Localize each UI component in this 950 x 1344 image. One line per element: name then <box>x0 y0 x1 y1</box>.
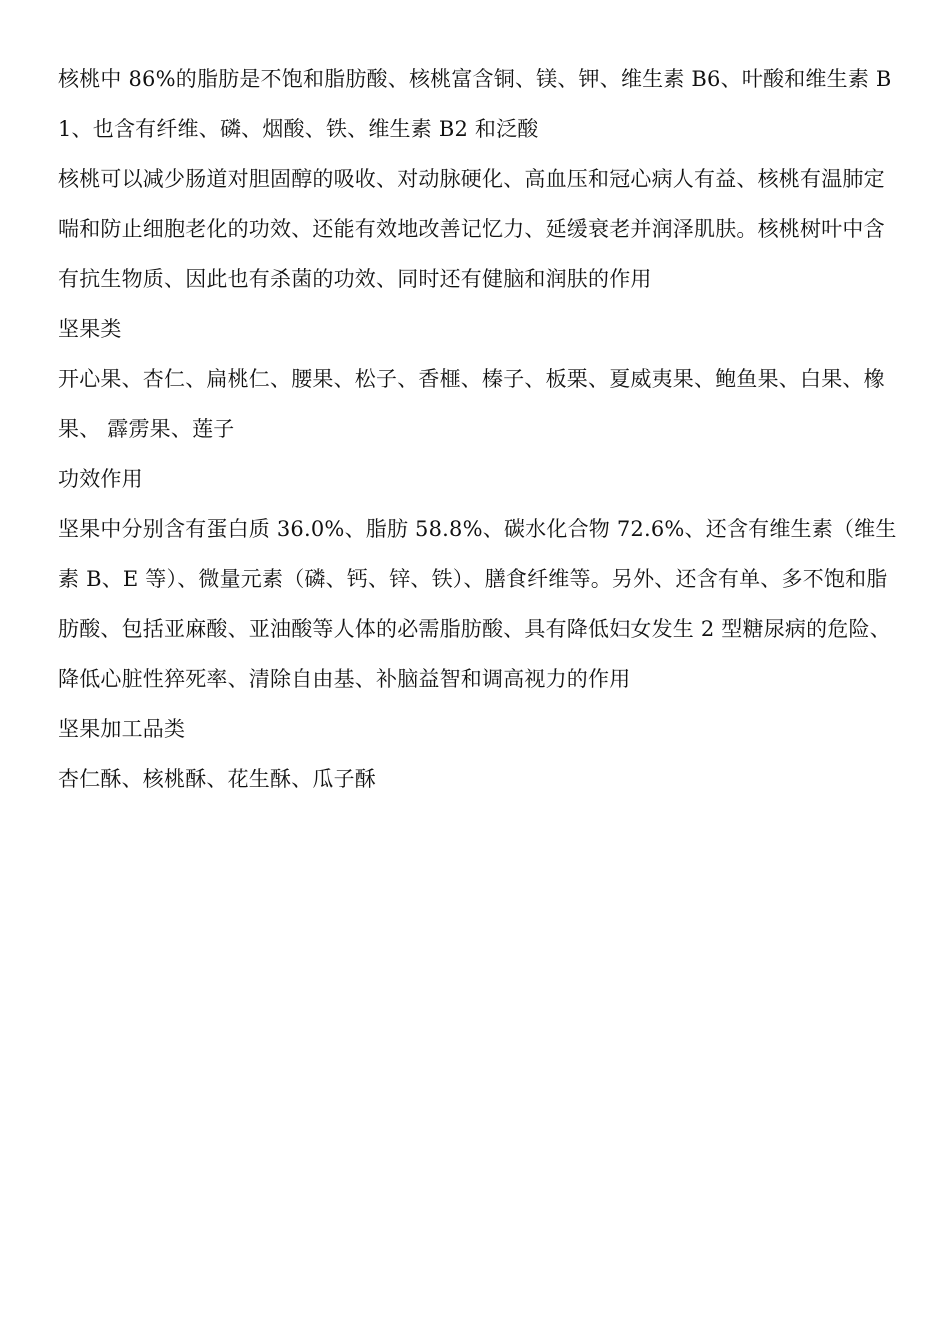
nuts-heading: 坚果类 <box>58 317 122 341</box>
nuts-effects-paragraph: 坚果中分别含有蛋白质 36.0%、脂肪 58.8%、碳水化合物 72.6%、还含有维生素（维生素 B、E 等）、微量元素（磷、钙、锌、铁）、膳食纤维等。另外、还含有单、多不饱和脂肪酸、包括亚麻酸、亚油酸等人体的必需脂肪酸、具有降低妇女发生 2 型糖尿病的危险、降低心脏性猝死率、清除自由基、补脑益智和调高视力的作用 <box>58 517 897 691</box>
document-body <box>58 54 898 804</box>
processed-nuts-heading: 坚果加工品类 <box>58 717 186 741</box>
walnut-nutrition-paragraph: 核桃中 86%的脂肪是不饱和脂肪酸、核桃富含铜、镁、钾、维生素 B6、叶酸和维生素 B1、也含有纤维、磷、烟酸、铁、维生素 B2 和泛酸 <box>58 67 892 141</box>
walnut-benefits-paragraph: 核桃可以减少肠道对胆固醇的吸收、对动脉硬化、高血压和冠心病人有益、核桃有温肺定喘和防止细胞老化的功效、还能有效地改善记忆力、延缓衰老并润泽肌肤。核桃树叶中含有抗生物质、因此也有杀菌的功效、同时还有健脑和润肤的作用 <box>58 167 885 291</box>
nuts-list-paragraph: 开心果、杏仁、扁桃仁、腰果、松子、香榧、榛子、板栗、夏威夷果、鲍鱼果、白果、橡果、 霹雳果、莲子 <box>58 367 885 441</box>
effects-heading: 功效作用 <box>58 467 143 491</box>
processed-nuts-list: 杏仁酥、核桃酥、花生酥、瓜子酥 <box>58 767 376 791</box>
